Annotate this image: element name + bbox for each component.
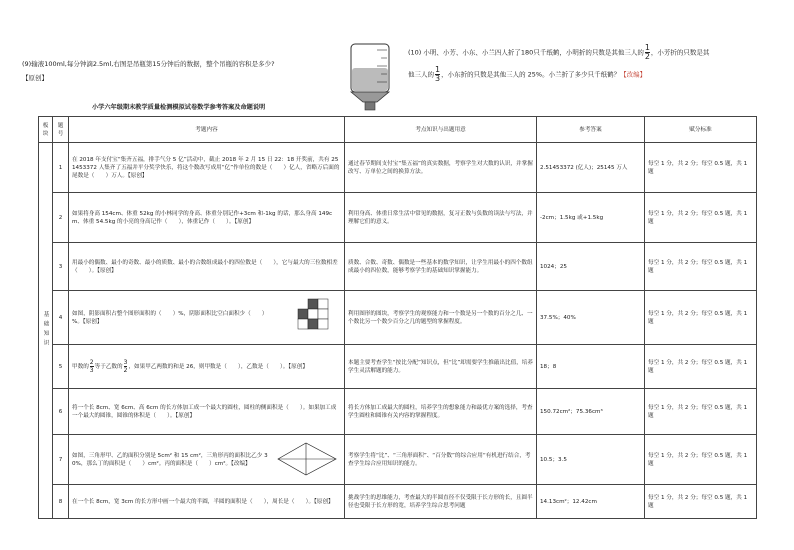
row-score: 每空 1 分，共 2 分；每空 0.5 题，共 1 题 [645, 243, 757, 291]
header-knowledge: 考点知识与出题用意 [345, 117, 537, 143]
fraction-numerator: 1 [644, 43, 650, 52]
triangle-figure [276, 441, 338, 477]
row-score: 每空 1 分，共 2 分；每空 0.5 题，共 1 题 [645, 193, 757, 243]
row-score: 每空 1 分，共 2 分；每空 0.5 题，共 1 题 [645, 485, 757, 519]
row-content: 在一个长 8cm，宽 3cm 的长方形中画一个最大的半圆，半圆的面积是（ ），周长是（ ）。【原创】 [69, 485, 345, 519]
row-point: 挑战学生的思维能力，考查最大的半圆直径不仅受限于长方形的长，且圆半径也受限于长方形的宽，培养学生综合思考问题 [345, 485, 537, 519]
header-answer: 参考答案 [537, 117, 645, 143]
question-10-tag: 【改编】 [620, 70, 647, 79]
row-answer: 10.5；3.5 [537, 435, 645, 485]
fraction-numerator: 2 [89, 359, 94, 366]
row-answer: 37.5%；40% [537, 291, 645, 345]
table-row [39, 485, 757, 519]
row-number: 1 [53, 143, 69, 193]
section-label: 基础知识 [39, 143, 53, 519]
row-answer: 2.51453372 (亿人)；25145 万人 [537, 143, 645, 193]
row-score: 每空 1 分，共 2 分；每空 0.5 题，共 1 题 [645, 435, 757, 485]
row-content-text: 如图，阴影面积占整个图形面积的（ ）%，阴影面积比空白面积少（ ）%。【原创】 [72, 310, 268, 325]
document-title: 小学六年级期末教学质量检测模拟试卷数学参考答案及命题说明 [92, 104, 266, 111]
header-section: 板块 [39, 117, 53, 143]
row-content-text: 如图，三角形甲、乙的面积分别是 5cm² 和 15 cm²，三角形丙的面积比乙少 30%，那么丁的面积是（ ）cm²。丙的面积是（ ）cm²。【改编】 [72, 452, 268, 467]
row-point: 将长方体加工成最大的圆柱，培养学生的想象能力和最优方案的选择，考查学生圆柱和圆锥有关内容的掌握程度。 [345, 389, 537, 435]
shaded-cross-figure [294, 297, 336, 337]
header-content: 考题内容 [69, 117, 345, 143]
question-10-part3: 他三人的 [408, 70, 434, 79]
row-point: 通过春节期间支付宝“集五福”的真实数据，考察学生对大数的认识，并掌握改写、万单位之间的换算方法。 [345, 143, 537, 193]
question-10-line2 [408, 66, 646, 83]
row-content [69, 291, 345, 345]
row-answer: -2cm；1.5kg 或+1.5kg [537, 193, 645, 243]
question-9-text: (9)输液100ml,每分钟滴2.5ml,右图是吊瓶第15分钟后的数据，整个吊瓶的容积是多少? [22, 60, 275, 68]
iv-bottle-illustration [343, 40, 398, 112]
row-score: 每空 1 分，共 2 分；每空 0.5 题，共 1 题 [645, 291, 757, 345]
fraction-one-half [645, 44, 650, 61]
question-9-tag: 【原创】 [22, 74, 48, 82]
row-point: 利用身高、体重日常生活中常见的数据，复习正数与负数的读法与写法，并理解它们的意义。 [345, 193, 537, 243]
fraction-denominator: 3 [435, 74, 441, 83]
row-content: 在 2018 年支付宝“集齐五福，排手气分 5 亿”活动中，截止 2018 年 2 月 15 日 22：18 开奖前，共有 251453372 人集齐了五福并平分奖学快乐，将这个数改写成用“亿”作单位的数是（ ）亿人，省略万后面的尾数是（ ）万人。【原创】 [69, 143, 345, 193]
header-number: 题号 [53, 117, 69, 143]
row-number: 7 [53, 435, 69, 485]
row-content: 如果将身高 154cm、体重 52kg 的小林同学的身高、体重分别记作+3cm 和-1kg 的话，那么身高 149cm、体重 54.5kg 的小亮的身高记作（ ），体重记作（ ）。【原创】 [69, 193, 345, 243]
row-number: 6 [53, 389, 69, 435]
row-answer: 18；8 [537, 345, 645, 389]
row-score: 每空 1 分，共 2 分；每空 0.5 题，共 1 题 [645, 345, 757, 389]
row-content-part-c: ，如果甲乙两数的和是 26，则甲数是（ ），乙数是（ ）。【原创】 [128, 364, 308, 370]
table-row [39, 291, 757, 345]
fraction-one-third [435, 66, 440, 83]
fraction-numerator: 3 [123, 359, 128, 366]
fraction-denominator: 2 [644, 52, 650, 61]
row-number: 4 [53, 291, 69, 345]
table-row [39, 143, 757, 193]
table-header-row [39, 117, 757, 143]
row-point: 考察学生将“比”、“三角形面积”、“百分数”的综合应用“有机进行结合，考查学生综合应用知识的能力。 [345, 435, 537, 485]
row-content-part-b: 等于乙数的 [94, 364, 123, 370]
table-row [39, 243, 757, 291]
question-10-part2: ，小芳折的只数是其 [650, 48, 710, 57]
row-answer: 150.72cm²；75.36cm³ [537, 389, 645, 435]
row-number: 5 [53, 345, 69, 389]
row-content-part-a: 甲数的 [72, 364, 89, 370]
answer-table [38, 116, 757, 519]
question-10-line1 [408, 44, 709, 61]
row-answer: 1024；25 [537, 243, 645, 291]
row-number: 3 [53, 243, 69, 291]
fraction-three-halves [124, 359, 128, 374]
row-score: 每空 1 分，共 2 分；每空 0.5 题，共 1 题 [645, 389, 757, 435]
row-number: 2 [53, 193, 69, 243]
question-10-part4: ，小东折的只数是其他三人的 25%。小兰折了多少只千纸鹤？ [441, 70, 621, 79]
fraction-denominator: 2 [123, 367, 128, 374]
row-number: 8 [53, 485, 69, 519]
fraction-denominator: 3 [89, 367, 94, 374]
row-point: 利用图形的图块，考察学生的观察能力和一个数是另一个数的百分之几、一个数比另一个数少百分之几的题型的掌握程度。 [345, 291, 537, 345]
fraction-two-thirds [90, 359, 94, 374]
fraction-numerator: 1 [435, 65, 441, 74]
row-score: 每空 1 分，共 2 分；每空 0.5 题，共 1 题 [645, 143, 757, 193]
table-row [39, 435, 757, 485]
row-answer: 14.13cm²；12.42cm [537, 485, 645, 519]
row-point: 本题主要考查学生“按比分配”知识点，但“比”却需要学生推敲出比值，培养学生灵活解题的能力。 [345, 345, 537, 389]
row-content: 将一个长 8cm、宽 6cm、高 6cm 的长方体加工成一个最大的圆柱，圆柱的侧面积是（ ）。如果加工成一个最大的圆锥，圆锥的体积是（ ）。【原创】 [69, 389, 345, 435]
question-10-part1: (10) 小明、小芳、小东、小兰四人折了180只千纸鹤，小明折的只数是其他三人的 [408, 48, 644, 57]
row-point: 质数、合数、奇数、偶数是一些基本的数学知识，让学生用最小的四个数组成最小的四位数，能够考察学生的基础知识掌握能力。 [345, 243, 537, 291]
table-row [39, 389, 757, 435]
row-content [69, 435, 345, 485]
table-row [39, 193, 757, 243]
table-row [39, 345, 757, 389]
row-content [69, 345, 345, 389]
row-content: 用最小的偶数、最小的奇数、最小的质数、最小的合数组成最小的四位数是（ ），它与最大的三位数相差（ ）。【原创】 [69, 243, 345, 291]
header-score: 赋分标准 [645, 117, 757, 143]
